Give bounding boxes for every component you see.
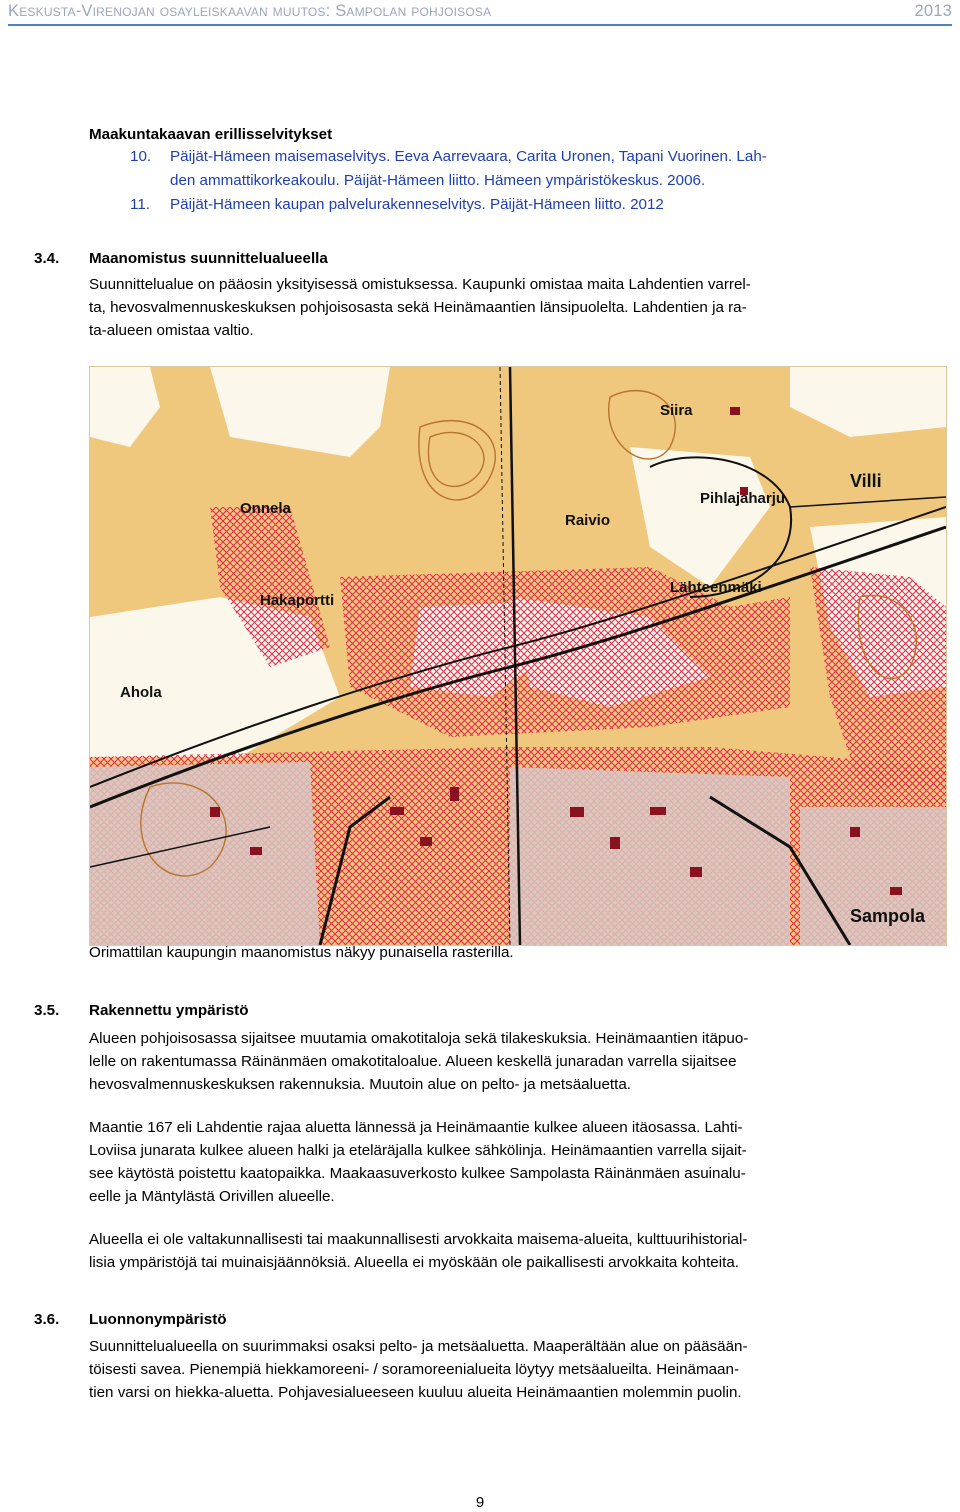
page-header	[8, 0, 952, 30]
map-label-hakaportti: Hakaportti	[260, 592, 335, 609]
section-3-5-p2-line-1: Maantie 167 eli Lahdentie rajaa aluetta lännessä ja Heinämaantie kulkee alueen itäosassa. Lahti-	[89, 1119, 743, 1136]
section-3-6-line-3: tien varsi on hiekka-aluetta. Pohjavesialueeseen kuuluu alueita Heinämaantien molemmin puolin.	[89, 1384, 742, 1401]
map-label-lahteenmaki: Lähteenmäki	[670, 579, 762, 596]
section-3-5-p1-line-3: hevosvalmennuskeskuksen rakennuksia. Muutoin alue on pelto- ja metsäaluetta.	[89, 1076, 632, 1093]
section-3-5-p2-line-2: Loviisa junarata kulkee alueen halki ja eteläräjalla kulkee sähkölinja. Heinämaantien varrella sijait-	[89, 1142, 747, 1159]
section-3-4-line-3: ta-alueen omistaa valtio.	[89, 322, 254, 339]
section-title-3-6: Luonnonympäristö	[89, 1311, 227, 1328]
map-label-ahola: Ahola	[120, 684, 162, 701]
section-title-3-5: Rakennettu ympäristö	[89, 1002, 249, 1019]
map-label-sampola: Sampola	[850, 906, 926, 926]
map-label-raivio: Raivio	[565, 512, 611, 529]
map-label-villi: Villi	[850, 471, 882, 491]
section-3-6-line-2: töisesti savea. Pienempiä hiekkamoreeni- / soramoreenialueita löytyy metsäalueilta. Heinämaan-	[89, 1361, 740, 1378]
page-number: 9	[475, 1494, 485, 1511]
map-label-onnela: Onnela	[240, 500, 291, 517]
ref-10-line-1: Päijät-Hämeen maisemaselvitys. Eeva Aarrevaara, Carita Uronen, Tapani Vuorinen. Lah-	[170, 148, 767, 165]
urban-area	[90, 762, 320, 945]
document-title: Keskusta-Virenojan osayleiskaavan muutos: Sampolan pohjoisosa	[8, 2, 492, 20]
header-rule	[8, 24, 952, 26]
section-3-5-p3-line-2: lisia ympäristöjä tai muinaisjäännöksiä. Alueella ei myöskään ole paikallisesti arvokkaita kohteita.	[89, 1254, 740, 1271]
section-3-6-line-1: Suunnittelualueella on suurimmaksi osaksi pelto- ja metsäaluetta. Maaperältään alue on pääsään-	[89, 1338, 748, 1355]
section-3-5-p1-line-1: Alueen pohjoisosassa sijaitsee muutamia omakotitaloja sekä tilakeskuksia. Heinämaantien itäpuo-	[89, 1030, 749, 1047]
map-caption: Orimattilan kaupungin maanomistus näkyy punaisella rasterilla.	[89, 944, 514, 961]
ref-10-number: 10.	[130, 148, 152, 165]
section-3-4-line-2: ta, hevosvalmennuskeskuksen pohjoisosasta sekä Heinämaantien länsipuolelta. Lahdentien ja ra-	[89, 299, 747, 316]
section-3-4-line-1: Suunnittelualue on pääosin yksityisessä omistuksessa. Kaupunki omistaa maita Lahdentien varrel-	[89, 276, 751, 293]
section-3-5-p2-line-3: see käytöstä poistettu kaatopaikka. Maakaasuverkosto kulkee Sampolasta Räinänmäen asuinalu-	[89, 1165, 746, 1182]
section-3-5-p2-line-4: eelle ja Mäntylästä Orivillen alueelle.	[89, 1188, 335, 1205]
ref-11-line-1: Päijät-Hämeen kaupan palvelurakenneselvitys. Päijät-Hämeen liitto. 2012	[170, 196, 664, 213]
document-year: 2013	[914, 2, 952, 20]
ref-11-number: 11.	[130, 196, 150, 213]
section-title-3-4: Maanomistus suunnittelualueella	[89, 250, 328, 267]
section-3-5-p1-line-2: lelle on rakentumassa Räinänmäen omakotitaloalue. Alueen keskellä junaradan varrella sijaitsee	[89, 1053, 737, 1070]
ref-10-line-2: den ammattikorkeakoulu. Päijät-Hämeen liitto. Hämeen ympäristökeskus. 2006.	[170, 172, 706, 189]
section-number-3-6: 3.6.	[34, 1311, 60, 1328]
map-drawing	[90, 367, 946, 945]
section-3-5-p3-line-1: Alueella ei ole valtakunnallisesti tai maakunnallisesti arvokkaita maisema-alueita, kulttuurihistorial-	[89, 1231, 748, 1248]
references-heading: Maakuntakaavan erillisselvitykset	[89, 126, 333, 143]
section-number-3-5: 3.5.	[34, 1002, 60, 1019]
map-label-siira: Siira	[660, 402, 693, 419]
section-number-3-4: 3.4.	[34, 250, 60, 267]
map-label-pihlajaharju: Pihlajaharju	[700, 490, 786, 507]
urban-area	[510, 767, 790, 945]
land-ownership-map	[89, 366, 947, 946]
